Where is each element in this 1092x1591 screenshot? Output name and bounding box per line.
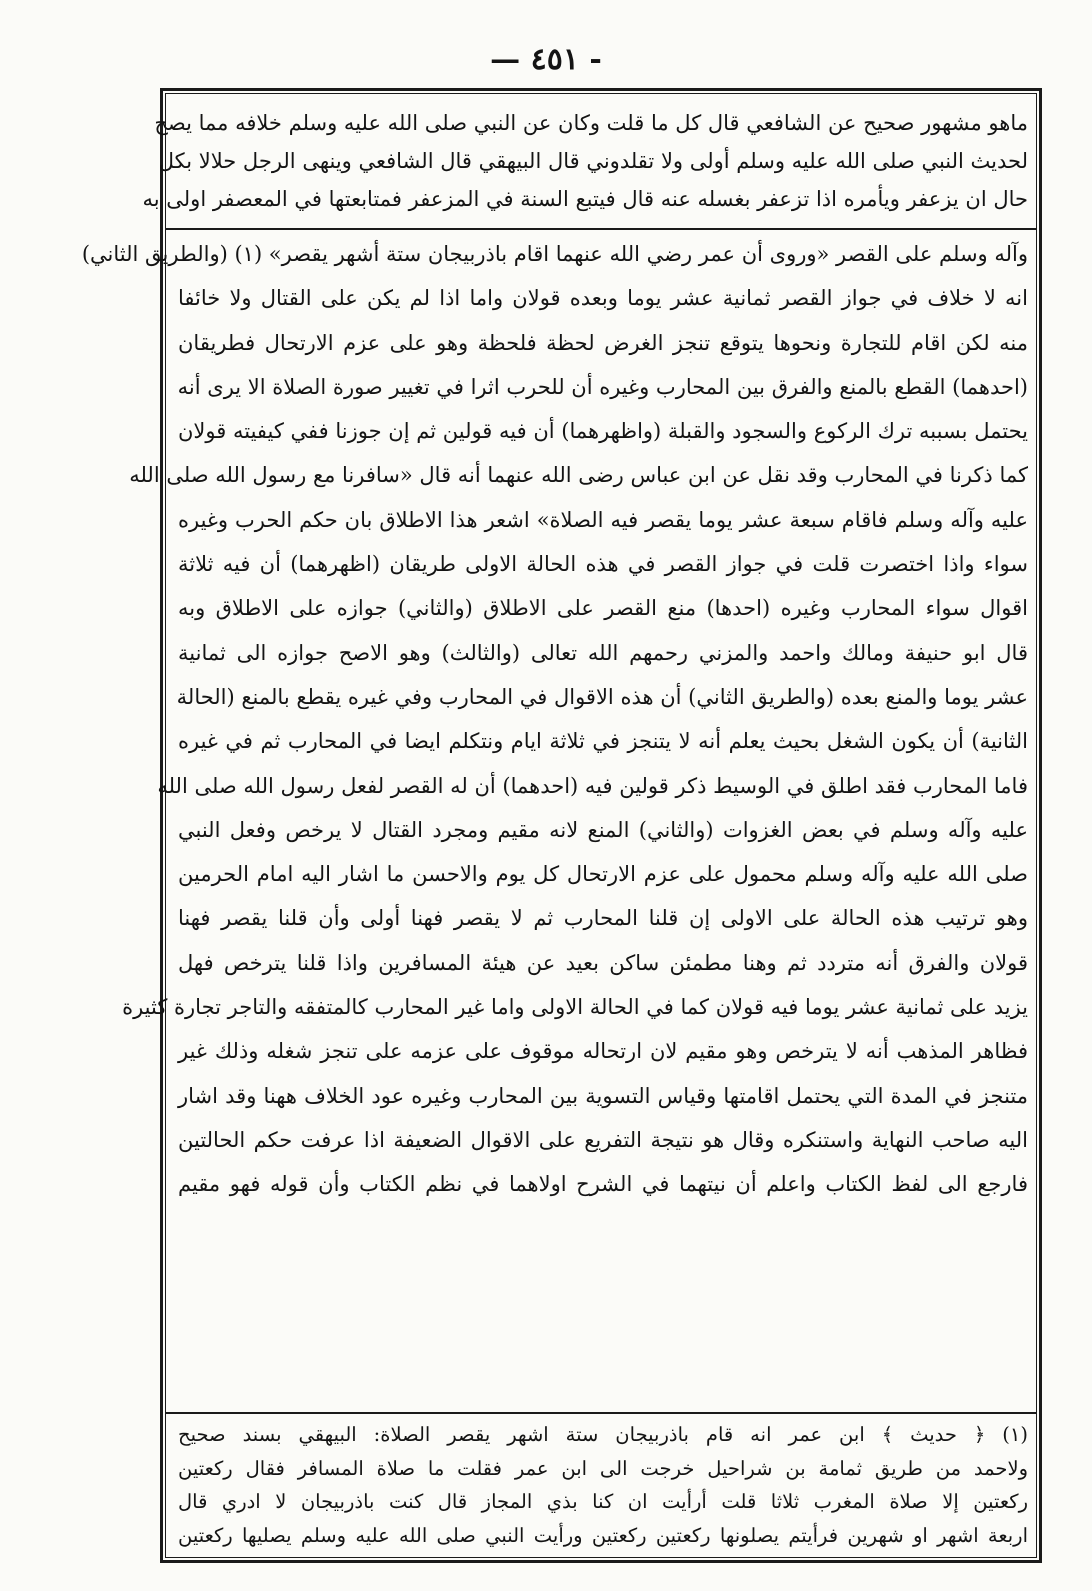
footnote-line: (١) ﴿ حديث ﴾ ابن عمر انه قام باذربيجان ستة اشهر يقصر الصلاة: البيهقي بسند صحيح <box>178 1423 1028 1446</box>
text-line: قولان والفرق أنه متردد ثم وهنا مطمئن ساكن بعيد عن هيئة المسافرين واذا قلنا يترخص فهل <box>178 950 1028 975</box>
text-line: عليه وآله وسلم في بعض الغزوات (والثاني) المنع لانه مقيم ومجرد القتال لا يرخص وفعل النبي <box>178 817 1028 842</box>
footnote-line: ركعتين إلا صلاة المغرب ثلاثا قلت أرأيت ان كنا بذي المجاز قال كنت باذربيجان لا ادري قال <box>178 1490 1028 1513</box>
text-line: انه لا خلاف في جواز القصر ثمانية عشر يوما وبعده قولان واما اذا لم يكن على القتال ولا خائفا <box>178 286 1028 311</box>
text-line: كما ذكرنا في المحارب وقد نقل عن ابن عباس رضى الله عنهما أنه قال «سافرنا مع رسول الله صلى الله <box>129 463 1028 488</box>
text-line: منه لكن اقام للتجارة ونحوها يتوقع تنجز الغرض لحظة فلحظة وهو على عزم الارتحال فطريقان <box>178 330 1028 355</box>
text-line: فظاهر المذهب أنه لا يترخص وهو مقيم لان ارتحاله موقوف على عزمه على تنجز شغله وذلك غير <box>178 1039 1028 1064</box>
text-line: لحديث النبي صلى الله عليه وسلم أولى ولا تقلدوني قال البيهقي قال الشافعي وينهى الرجل حلالا بكل <box>158 149 1028 173</box>
text-line: يزيد على ثمانية عشر يوما فيه قولان كما في الحالة الاولى واما غير المحارب كالمتفقه والتاجر تجارة كثيرة <box>122 995 1028 1020</box>
footnote-block <box>178 1418 1028 1552</box>
text-line: عشر يوما والمنع بعده (والطريق الثاني) أن هذه الاقوال في المحارب وفي غيره يقطع بالمنع (الحالة <box>176 684 1028 709</box>
text-line: حال ان يزعفر ويأمره اذا تزعفر بغسله عنه قال فيتبع السنة في المزعفر فمتابعتها في المعصفر اولى به <box>142 187 1028 211</box>
text-line: (احدهما) القطع بالمنع والفرق بين المحارب وغيره أن للحرب اثرا في تغيير صورة الصلاة الا يرى أنه <box>177 374 1028 399</box>
section-divider <box>166 228 1036 230</box>
text-line: ماهو مشهور صحيح عن الشافعي قال كل ما قلت وكان عن النبي صلى الله عليه وسلم خلافه مما يصح <box>154 111 1028 135</box>
top-text-block <box>142 104 1028 218</box>
text-line: متنجز في المدة التي يحتمل اقامتها وقياس التسوية بين المحارب وغيره عود الخلاف ههنا وقد اشار <box>178 1083 1028 1108</box>
text-line: سواء واذا اختصرت قلت في جواز القصر في هذه الحالة الاولى طريقان (اظهرهما) أن فيه ثلاثة <box>178 552 1028 577</box>
footnote-line: اربعة اشهر او شهرين فرأيتم يصلونها ركعتين ركعتين ورأيت النبي صلى الله عليه وسلم يصليها ركعتين <box>178 1523 1028 1547</box>
text-line: فارجع الى لفظ الكتاب واعلم أن نيتهما في الشرح اولاهما في نظم الكتاب وأن قوله فهو مقيم <box>178 1172 1028 1197</box>
text-line: اليه صاحب النهاية واستنكره وقال هو نتيجة التفريع على الاقوال الضعيفة اذا عرفت حكم الحالتين <box>178 1127 1028 1152</box>
page-number: — ٤٥١ - <box>490 42 602 77</box>
text-line: وآله وسلم على القصر «وروى أن عمر رضي الله عنهما اقام باذربيجان ستة أشهر يقصر» (١) (والطريق الثاني) <box>81 242 1028 266</box>
footnote-divider <box>166 1412 1036 1414</box>
text-line: عليه وآله وسلم فاقام سبعة عشر يوما يقصر فيه الصلاة» اشعر هذا الاطلاق بان حكم الحرب وغيره <box>178 507 1028 532</box>
main-text-block <box>81 232 1028 1207</box>
text-line: فاما المحارب فقد اطلق في الوسيط ذكر قولين فيه (احدهما) أن له القصر لفعل رسول الله صلى الله <box>157 773 1028 798</box>
text-line: الثانية) أن يكون الشغل بحيث يعلم أنه لا يتنجز في ثلاثة ايام ونتكلم ايضا في المحارب ثم في غيره <box>178 729 1028 754</box>
text-line: يحتمل بسببه ترك الركوع والسجود والقبلة (واظهرهما) أن فيه قولين ثم إن جوزنا ففي كيفيته قولان <box>178 419 1028 444</box>
text-line: صلى الله عليه وآله وسلم محمول على عزم الارتحال كل يوم والاحسن ما اشار اليه امام الحرمين <box>178 862 1028 887</box>
text-line: اقوال سواء المحارب وغيره (احدها) منع القصر على الاطلاق (والثاني) جوازه على الاطلاق وبه <box>178 596 1028 621</box>
footnote-line: ولاحمد من طريق ثمامة بن شراحيل خرجت الى ابن عمر فقلت ما صلاة المسافر فقال ركعتين <box>178 1456 1028 1480</box>
text-line: قال ابو حنيفة ومالك واحمد والمزني رحمهم الله تعالى (والثالث) وهو الاصح جوازه الى ثمانية <box>178 640 1028 665</box>
text-line: وهو ترتيب هذه الحالة على الاولى إن قلنا المحارب ثم لا يقصر فهنا أولى وأن قلنا يقصر فهنا <box>178 906 1028 931</box>
